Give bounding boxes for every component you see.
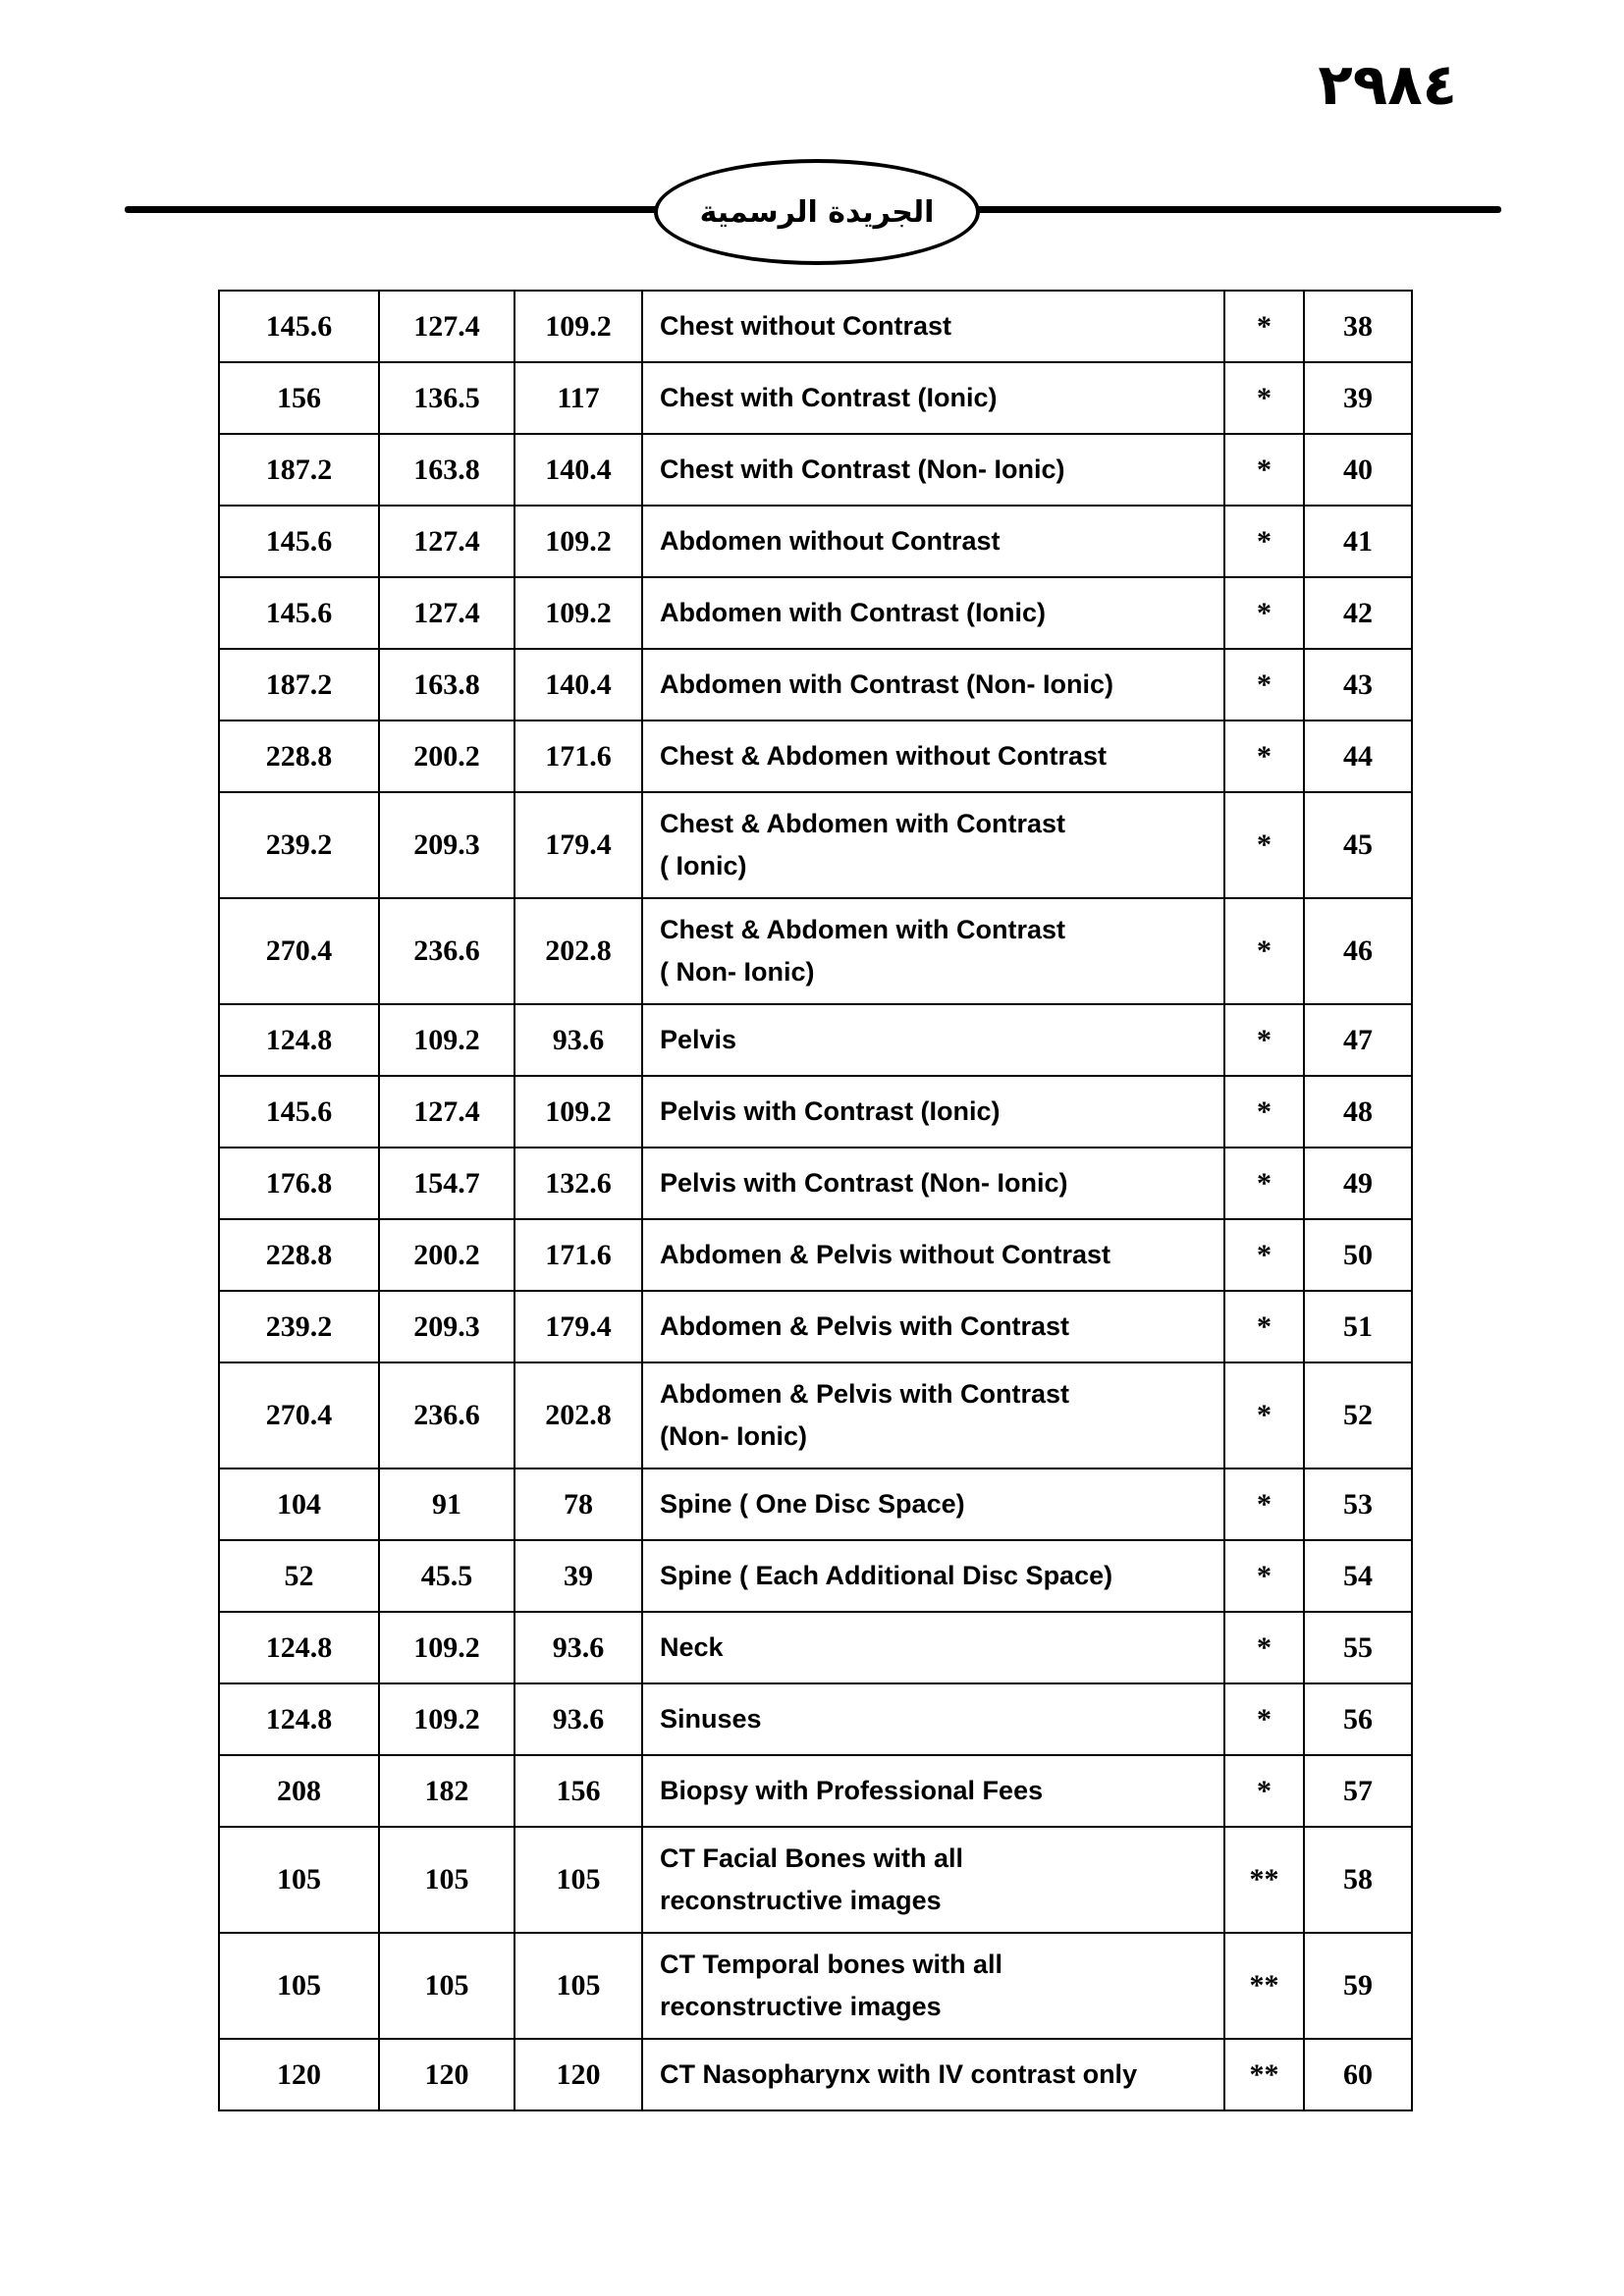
asterisk-marker-cell: * (1224, 721, 1304, 792)
procedure-description-line: Chest & Abdomen without Contrast (660, 741, 1107, 771)
price-column-a-cell: 187.2 (219, 649, 379, 721)
procedure-description-line: CT Nasopharynx with IV contrast only (660, 2059, 1138, 2089)
price-column-a-cell: 156 (219, 362, 379, 434)
procedure-description-line: Biopsy with Professional Fees (660, 1776, 1044, 1805)
price-column-a-cell: 124.8 (219, 1004, 379, 1076)
price-column-b-cell: 182 (379, 1755, 514, 1827)
asterisk-marker-cell: * (1224, 792, 1304, 898)
procedure-description-cell (642, 1612, 1224, 1683)
procedure-description-line: Chest & Abdomen with Contrast (660, 809, 1066, 838)
row-number-cell: 40 (1304, 434, 1412, 506)
price-column-a-cell: 145.6 (219, 291, 379, 362)
price-column-c-cell: 202.8 (514, 1362, 642, 1468)
table-row (219, 1362, 1412, 1468)
page-number: ٢٩٨٤ (1318, 51, 1457, 118)
procedure-description-line: CT Temporal bones with all (660, 1949, 1003, 1979)
procedure-description-line: Abdomen & Pelvis without Contrast (660, 1240, 1111, 1269)
asterisk-marker-cell: * (1224, 1148, 1304, 1219)
price-column-c-cell: 109.2 (514, 577, 642, 649)
procedure-description-line: CT Facial Bones with all (660, 1843, 964, 1873)
row-number-cell: 57 (1304, 1755, 1412, 1827)
fees-table (218, 290, 1413, 2111)
procedure-description-line: (Non- Ionic) (660, 1421, 807, 1451)
row-number-cell: 51 (1304, 1291, 1412, 1362)
procedure-description-cell (642, 506, 1224, 577)
procedure-description-line: Spine ( One Disc Space) (660, 1489, 965, 1519)
procedure-description-cell (642, 434, 1224, 506)
price-column-c-cell: 109.2 (514, 291, 642, 362)
gazette-title: الجريدة الرسمية (699, 194, 935, 230)
gazette-title-oval (654, 159, 980, 265)
table-row (219, 1076, 1412, 1148)
table-row (219, 649, 1412, 721)
procedure-description-line: Abdomen with Contrast (Non- Ionic) (660, 669, 1113, 699)
table-row (219, 1148, 1412, 1219)
price-column-b-cell: 127.4 (379, 577, 514, 649)
row-number-cell: 41 (1304, 506, 1412, 577)
procedure-description-line: reconstructive images (660, 1992, 942, 2021)
price-column-c-cell: 132.6 (514, 1148, 642, 1219)
asterisk-marker-cell: * (1224, 649, 1304, 721)
price-column-a-cell: 120 (219, 2039, 379, 2110)
price-column-a-cell: 104 (219, 1468, 379, 1540)
row-number-cell: 49 (1304, 1148, 1412, 1219)
price-column-b-cell: 127.4 (379, 506, 514, 577)
table-row (219, 792, 1412, 898)
procedure-description-cell (642, 1755, 1224, 1827)
row-number-cell: 43 (1304, 649, 1412, 721)
procedure-description-line: Pelvis with Contrast (Non- Ionic) (660, 1168, 1068, 1198)
price-column-c-cell: 140.4 (514, 649, 642, 721)
price-column-b-cell: 200.2 (379, 721, 514, 792)
procedure-description-line: Sinuses (660, 1704, 762, 1734)
row-number-cell: 45 (1304, 792, 1412, 898)
price-column-c-cell: 93.6 (514, 1004, 642, 1076)
table-row (219, 1004, 1412, 1076)
asterisk-marker-cell: * (1224, 1683, 1304, 1755)
asterisk-marker-cell: * (1224, 1612, 1304, 1683)
row-number-cell: 54 (1304, 1540, 1412, 1612)
table-row (219, 898, 1412, 1004)
price-column-b-cell: 127.4 (379, 291, 514, 362)
price-column-a-cell: 228.8 (219, 1219, 379, 1291)
row-number-cell: 39 (1304, 362, 1412, 434)
asterisk-marker-cell: * (1224, 1291, 1304, 1362)
procedure-description-line: Spine ( Each Additional Disc Space) (660, 1561, 1113, 1590)
asterisk-marker-cell: * (1224, 506, 1304, 577)
price-column-a-cell: 145.6 (219, 1076, 379, 1148)
row-number-cell: 38 (1304, 291, 1412, 362)
row-number-cell: 58 (1304, 1827, 1412, 1933)
procedure-description-cell (642, 792, 1224, 898)
asterisk-marker-cell: * (1224, 1468, 1304, 1540)
procedure-description-cell (642, 898, 1224, 1004)
price-column-b-cell: 45.5 (379, 1540, 514, 1612)
asterisk-marker-cell: * (1224, 362, 1304, 434)
row-number-cell: 48 (1304, 1076, 1412, 1148)
row-number-cell: 56 (1304, 1683, 1412, 1755)
table-row (219, 1683, 1412, 1755)
table-row (219, 577, 1412, 649)
asterisk-marker-cell: * (1224, 1755, 1304, 1827)
table-row (219, 1755, 1412, 1827)
procedure-description-cell (642, 362, 1224, 434)
procedure-description-cell (642, 291, 1224, 362)
price-column-b-cell: 105 (379, 1933, 514, 2039)
price-column-a-cell: 124.8 (219, 1612, 379, 1683)
table-row (219, 1468, 1412, 1540)
row-number-cell: 53 (1304, 1468, 1412, 1540)
price-column-a-cell: 208 (219, 1755, 379, 1827)
price-column-b-cell: 154.7 (379, 1148, 514, 1219)
price-column-b-cell: 200.2 (379, 1219, 514, 1291)
price-column-c-cell: 117 (514, 362, 642, 434)
price-column-c-cell: 171.6 (514, 721, 642, 792)
asterisk-marker-cell: * (1224, 898, 1304, 1004)
price-column-b-cell: 209.3 (379, 792, 514, 898)
table-row (219, 1612, 1412, 1683)
procedure-description-cell (642, 1076, 1224, 1148)
asterisk-marker-cell: * (1224, 577, 1304, 649)
procedure-description-line: Abdomen & Pelvis with Contrast (660, 1311, 1070, 1341)
table-row (219, 1291, 1412, 1362)
fees-table-body (219, 291, 1412, 2110)
price-column-b-cell: 236.6 (379, 898, 514, 1004)
table-row (219, 506, 1412, 577)
procedure-description-cell (642, 1219, 1224, 1291)
price-column-b-cell: 109.2 (379, 1612, 514, 1683)
procedure-description-line: reconstructive images (660, 1886, 942, 1915)
table-row (219, 2039, 1412, 2110)
price-column-c-cell: 78 (514, 1468, 642, 1540)
procedure-description-cell (642, 1148, 1224, 1219)
price-column-a-cell: 124.8 (219, 1683, 379, 1755)
price-column-c-cell: 202.8 (514, 898, 642, 1004)
asterisk-marker-cell: ** (1224, 2039, 1304, 2110)
price-column-b-cell: 236.6 (379, 1362, 514, 1468)
procedure-description-line: Abdomen with Contrast (Ionic) (660, 598, 1046, 627)
asterisk-marker-cell: * (1224, 1540, 1304, 1612)
price-column-b-cell: 209.3 (379, 1291, 514, 1362)
table-row (219, 291, 1412, 362)
procedure-description-cell (642, 1004, 1224, 1076)
table-row (219, 1827, 1412, 1933)
procedure-description-line: Chest without Contrast (660, 311, 951, 341)
price-column-c-cell: 179.4 (514, 1291, 642, 1362)
price-column-a-cell: 239.2 (219, 1291, 379, 1362)
asterisk-marker-cell: * (1224, 434, 1304, 506)
row-number-cell: 42 (1304, 577, 1412, 649)
table-row (219, 1933, 1412, 2039)
price-column-c-cell: 105 (514, 1933, 642, 2039)
price-column-a-cell: 187.2 (219, 434, 379, 506)
asterisk-marker-cell: ** (1224, 1827, 1304, 1933)
procedure-description-cell (642, 1827, 1224, 1933)
price-column-a-cell: 145.6 (219, 577, 379, 649)
row-number-cell: 59 (1304, 1933, 1412, 2039)
procedure-description-line: Chest with Contrast (Ionic) (660, 383, 998, 412)
price-column-a-cell: 228.8 (219, 721, 379, 792)
row-number-cell: 60 (1304, 2039, 1412, 2110)
price-column-c-cell: 39 (514, 1540, 642, 1612)
price-column-c-cell: 171.6 (514, 1219, 642, 1291)
price-column-a-cell: 270.4 (219, 1362, 379, 1468)
procedure-description-line: Neck (660, 1632, 724, 1662)
procedure-description-line: Abdomen without Contrast (660, 526, 1001, 556)
procedure-description-line: Chest with Contrast (Non- Ionic) (660, 454, 1065, 484)
procedure-description-cell (642, 577, 1224, 649)
row-number-cell: 50 (1304, 1219, 1412, 1291)
procedure-description-cell (642, 2039, 1224, 2110)
price-column-c-cell: 140.4 (514, 434, 642, 506)
row-number-cell: 47 (1304, 1004, 1412, 1076)
table-row (219, 721, 1412, 792)
price-column-c-cell: 105 (514, 1827, 642, 1933)
row-number-cell: 44 (1304, 721, 1412, 792)
price-column-a-cell: 105 (219, 1933, 379, 2039)
price-column-a-cell: 145.6 (219, 506, 379, 577)
procedure-description-line: ( Ionic) (660, 851, 747, 881)
price-column-b-cell: 105 (379, 1827, 514, 1933)
procedure-description-line: Pelvis (660, 1025, 737, 1054)
procedure-description-cell (642, 649, 1224, 721)
procedure-description-cell (642, 721, 1224, 792)
price-column-c-cell: 109.2 (514, 506, 642, 577)
table-row (219, 434, 1412, 506)
procedure-description-cell (642, 1362, 1224, 1468)
price-column-a-cell: 105 (219, 1827, 379, 1933)
procedure-description-line: ( Non- Ionic) (660, 957, 815, 987)
asterisk-marker-cell: * (1224, 1076, 1304, 1148)
asterisk-marker-cell: * (1224, 1362, 1304, 1468)
price-column-c-cell: 120 (514, 2039, 642, 2110)
procedure-description-cell (642, 1933, 1224, 2039)
asterisk-marker-cell: ** (1224, 1933, 1304, 2039)
price-column-b-cell: 127.4 (379, 1076, 514, 1148)
procedure-description-cell (642, 1683, 1224, 1755)
price-column-c-cell: 156 (514, 1755, 642, 1827)
price-column-c-cell: 109.2 (514, 1076, 642, 1148)
asterisk-marker-cell: * (1224, 1004, 1304, 1076)
price-column-c-cell: 93.6 (514, 1612, 642, 1683)
price-column-b-cell: 136.5 (379, 362, 514, 434)
procedure-description-line: Abdomen & Pelvis with Contrast (660, 1379, 1070, 1409)
asterisk-marker-cell: * (1224, 1219, 1304, 1291)
procedure-description-cell (642, 1540, 1224, 1612)
price-column-b-cell: 91 (379, 1468, 514, 1540)
asterisk-marker-cell: * (1224, 291, 1304, 362)
table-row (219, 362, 1412, 434)
price-column-c-cell: 179.4 (514, 792, 642, 898)
price-column-b-cell: 120 (379, 2039, 514, 2110)
row-number-cell: 52 (1304, 1362, 1412, 1468)
row-number-cell: 46 (1304, 898, 1412, 1004)
table-row (219, 1540, 1412, 1612)
procedure-description-cell (642, 1468, 1224, 1540)
price-column-b-cell: 109.2 (379, 1004, 514, 1076)
price-column-a-cell: 176.8 (219, 1148, 379, 1219)
row-number-cell: 55 (1304, 1612, 1412, 1683)
price-column-a-cell: 270.4 (219, 898, 379, 1004)
price-column-b-cell: 109.2 (379, 1683, 514, 1755)
price-column-b-cell: 163.8 (379, 649, 514, 721)
procedure-description-cell (642, 1291, 1224, 1362)
price-column-a-cell: 52 (219, 1540, 379, 1612)
price-column-c-cell: 93.6 (514, 1683, 642, 1755)
procedure-description-line: Pelvis with Contrast (Ionic) (660, 1096, 1001, 1126)
price-column-a-cell: 239.2 (219, 792, 379, 898)
price-column-b-cell: 163.8 (379, 434, 514, 506)
procedure-description-line: Chest & Abdomen with Contrast (660, 915, 1066, 944)
table-row (219, 1219, 1412, 1291)
